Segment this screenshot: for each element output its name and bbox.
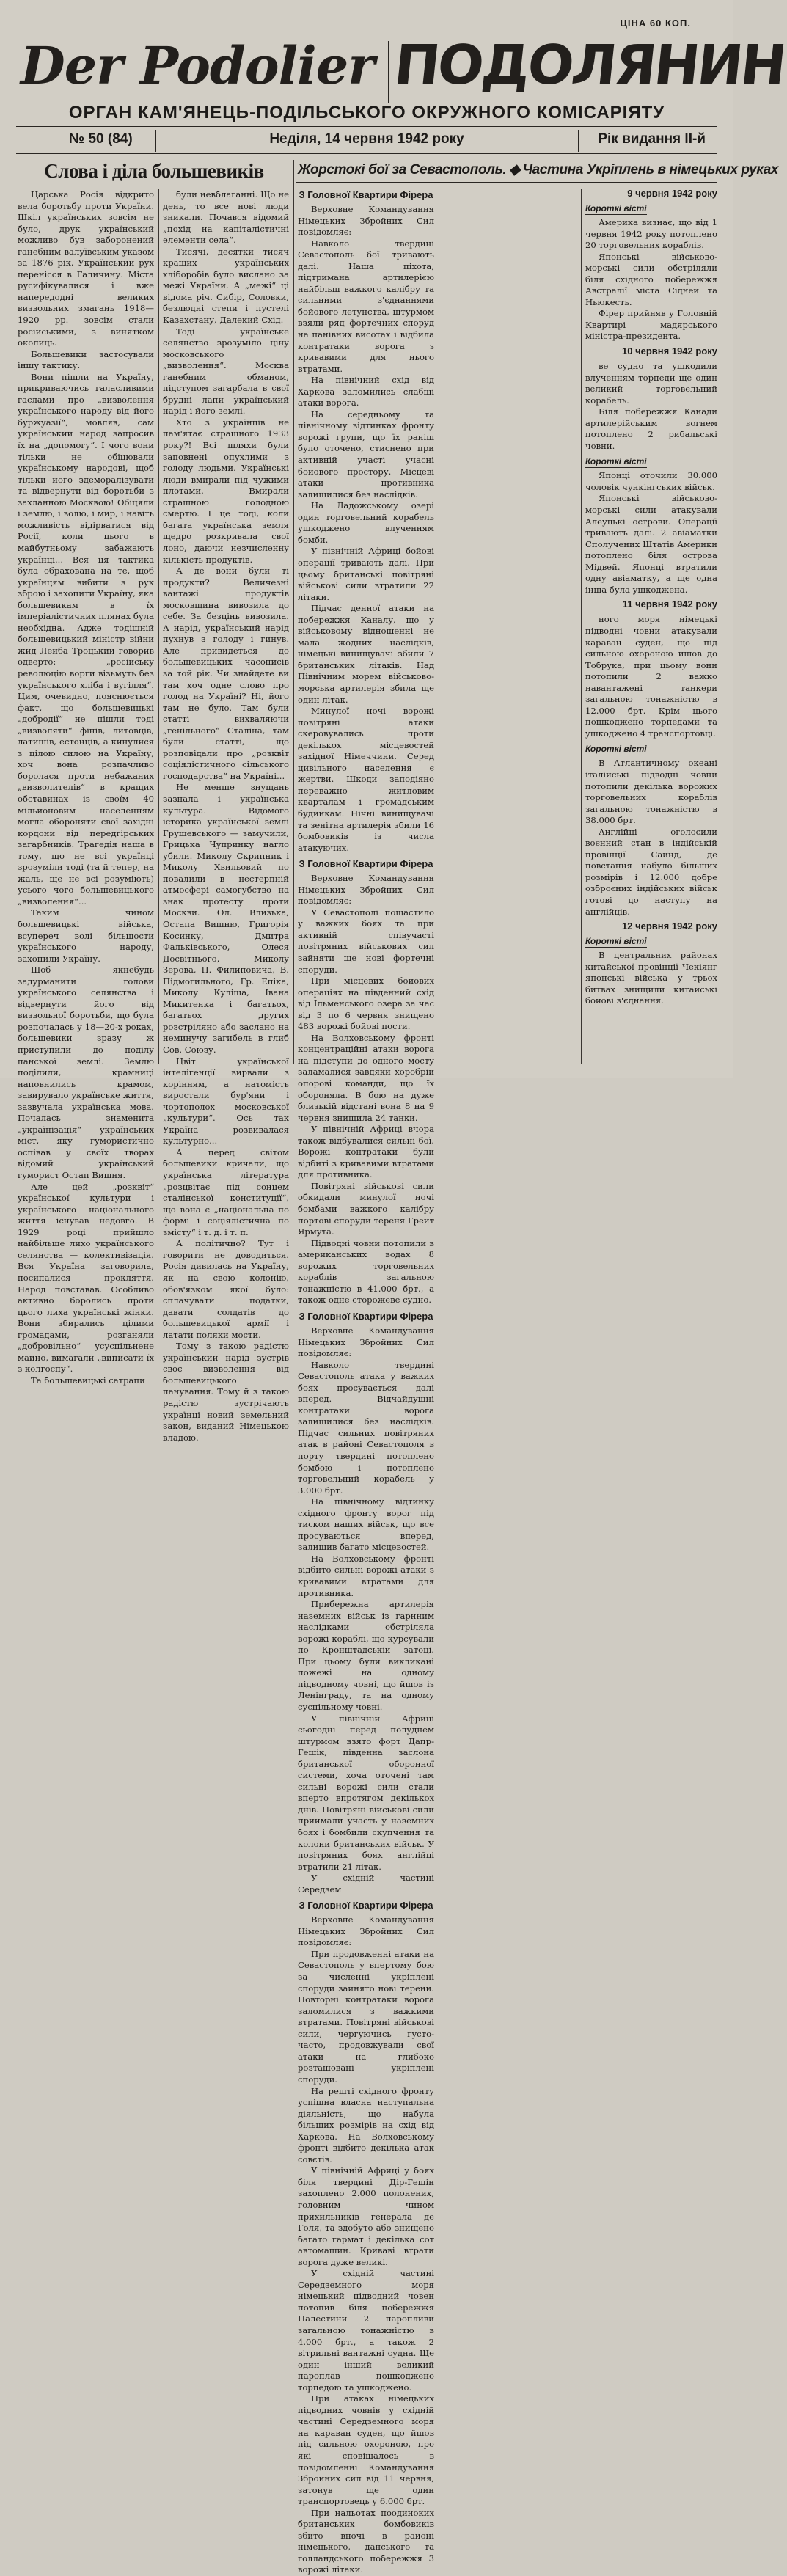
hq-heading: З Головної Квартири Фірера — [299, 189, 433, 200]
paragraph: При нальотах поодиноких британських бомбовиків збито вночі в районі німецького, данського та голландського побережжя 3 ворожі літаки. — [298, 2507, 434, 2575]
bulletin-3 — [298, 1325, 434, 1895]
date-11-text — [585, 614, 717, 739]
paragraph: Навколо твердині Севастополь бої тривають далі. Наша піхота, підтримана артилерією найбільш важкого калібру та сильними з'єднаннями бойового летунства, штурмом взяли ряд фортечних споруд на панівних висотах і відбила контратаки ворога з кривавими для нього втратами. — [298, 238, 434, 374]
paragraph: У північній Африці вчора також відбувалися сильні бої. Ворожі контратаки були відбиті з кривавими втратами для противника. — [298, 1124, 434, 1180]
paragraph: У Севастополі пощастило у важких боях та при активній співучасті повітряних військових сил зайняти ще нові фортечні споруди. — [298, 907, 434, 975]
headline-rule — [296, 182, 717, 183]
paragraph: ного моря німецькі підводні човни атакували караван суден, що під сильною охороною йшов до Тобрука, при цьому вони потопили 2 важко навантажені танкери загальною тонажністю в 12.000 брт. Крім цього пошкоджено торпедами та ушкоджено 4 транспортовці. — [585, 614, 717, 739]
bulletin-4 — [298, 1914, 434, 2576]
paragraph: При атаках німецьких підводних човнів у східній частині Середземного моря на караван суден, що йшов під сильною охороною, про які сповіщалось в повідомленні Командування Збройних сил від 11 червня, затонув ще один транспортовець у 6.000 брт. — [298, 2393, 434, 2507]
paragraph: Таким чином большевицькі війська, всупереч волі більшости українського народу, захопили Україну. — [18, 907, 154, 964]
price-label: ЦІНА 60 КОП. — [620, 18, 691, 29]
war-news-headline — [298, 161, 779, 178]
short-news-label: Короткі вісті — [585, 744, 647, 755]
issue-info-bar — [16, 126, 717, 155]
paragraph: Фірер прийняв у Головній Квартирі мадярського міністра-президента. — [585, 308, 717, 342]
paragraph: Повітряні військові сили обкидали минулої ночі бомбами важкого калібру портові споруди тереня Грейт Ярмута. — [298, 1180, 434, 1237]
paragraph: А перед світом большевики кричали, що українська література „розцвітає під сонцем сталінської конституції“, що вона є „національна по формі і соціялістична по змісту“ і т. д. і т. п. — [163, 1146, 289, 1237]
paragraph: В центральних районах китайської провінції Чекіянг японські війська у трьох битвах знищили китайські бойові з'єднання. — [585, 950, 717, 1006]
paragraph: При продовженні атаки на Севастополь у впертому бою за численні укріплені споруди зайнято нові терени. Повторні контратаки ворога заломилися з важкими втратами. Повітряні військові сили, чергуючись густо-часто, продовжували свої атаки на глибоко розташовані укріплені споруди. — [298, 1948, 434, 2085]
short-news-4 — [585, 950, 717, 1007]
paragraph: Верховне Командування Німецьких Збройних Сил повідомляє: — [298, 204, 434, 238]
paragraph: Підводні човни потопили в американських водах 8 ворожих торговельних кораблів загальною тонажністю в 41.000 брт., а також одне сторожеве судно. — [298, 1237, 434, 1306]
short-news-label: Короткі вісті — [585, 203, 647, 213]
paragraph: Прибережна артилерія наземних військ із гарнним наслідками обстріляла ворожі кораблі, що курсували по Кронштадській затоці. При цьому були викликані пожежі на одному підводному човні, що йшов із Ленінграду, та на одному суспільному човні. — [298, 1599, 434, 1712]
paragraph: На північний схід від Харкова заломились слабші атаки ворога. — [298, 375, 434, 409]
paragraph: Вони пішли на Україну, прикриваючись галасливими гаслами про „визволення українського народу від його буржуазії“, мовляв, сам український народ запросив їх на „допомогу“. І чого вони тільки не обіцювали українському народові, щоб тільки його здеморалізувати та відвернути від боротьби з захланною Москвою! Обіцяли і землю, і волю, і мир, і навіть можливість відірватися від Росії, коли цього в майбутньому забажають українці... Вся ця тактика була обрахована на те, щоб українцям вибити з рук зброю і захопити Україну, яка большевикам в їх імперіалістичних плянах була необхідна. Адже тодішній большевицький міністр війни жид Лейба Троцький говорив одверто: „російську революцію ворги візьмуть без українського хліба і вугілля“. Цим, очевидно, пояснюється факт, що большевицькі „добродії“ не пішли тоді „визволяти“ фінів, литовців, латишів, естонців, а кинулися з цілою силою на Україну, хоч вона розпачливо боролася проти небажаних „визволителів“ в кращих обставинах із своїм 40 мільйоновим населенням могла обороняти свої західні кордони від передгірських загарбників. Трагедія наша в тому, що не всі українці зрозуміли тоді (та й тепер, на жаль, ще не всі розуміють) усього чого большевицького „визволення“... — [18, 371, 154, 907]
paragraph: На решті східного фронту успішна власна наступальна діяльність, що набула більших розмірів на схід від Харкова. На Волховському фронті відбито декілька атак совєтів. — [298, 2085, 434, 2165]
paragraph: Тисячі, десятки тисяч кращих українських хліборобів було вислано за межі України. А „межі“ ці відома річ. Сибір, Соловки, безлюдні степи і пустелі Казахстану, Далекий Схід. — [163, 246, 289, 326]
section-divider — [293, 160, 294, 1064]
paragraph: Японські військово-морські сили обстріляли біля східного побережжя Австралії міста Сідней та Ньюкесть. — [585, 251, 717, 307]
date-heading: 11 червня 1942 року — [622, 599, 717, 610]
masthead — [16, 34, 787, 104]
paragraph: Біля побережжя Канади артилерійським вогнем потоплено 2 рибальські човни. — [585, 406, 717, 451]
paragraph: Верховне Командування Німецьких Збройних Сил повідомляє: — [298, 1325, 434, 1359]
war-news-headline-b: Частина Укріплень в німецьких руках — [522, 162, 779, 178]
paragraph: Англійці оголосили воєнний стан в індійській провінції Сайнд, де повстання набуло більших розмірів і 12.000 добре озброєних індійських військ готові до наступу на англійців. — [585, 826, 717, 917]
paragraph: Та большевицькі сатрапи — [31, 1375, 145, 1386]
short-news-1 — [585, 217, 717, 343]
publication-year: Рік видання II-й — [598, 131, 706, 147]
paragraph: Большевики застосували іншу тактику. — [18, 348, 154, 371]
paragraph: На середньому та північному відтинках фронту ворожі групи, що їх раніш було оточено, стиснено при активній участі учасні бойового простору. Місцеві атаки противника залишилися без наслідків. — [298, 409, 434, 500]
paragraph: Америка визнає, що від 1 червня 1942 року потоплено 20 торговельних кораблів. — [585, 217, 717, 251]
paragraph: Тоді українське селянство зрозуміло ціну московського „визволення“. Москва ганебним обманом, підступом загарбала в свої брудні лапи український нарід і його землі. — [163, 326, 289, 417]
paragraph: Японські військово-морські сили атакували Алеуцькі острови. Операції тривають далі. 2 авіаматки Сполучених Штатів Америки потоплено біля острова Мідвей. Японці втратили одну авіаматку, а ще одна інша була ушкоджена. — [585, 493, 717, 595]
war-news-column-c — [585, 185, 717, 1062]
masthead-subtitle: ОРГАН КАМ'ЯНЕЦЬ-ПОДІЛЬСЬКОГО ОКРУЖНОГО КОМІСАРІЯТУ — [68, 103, 665, 122]
paragraph: Підчас денної атаки на побережжя Каналу, що у військовому відношенні не мала жодних наслідків, німецькі винищувачі збили 7 британських літаків. Над Північним морем військово-морська артилерія збила ще один літак. — [298, 603, 434, 705]
masthead-divider — [388, 41, 389, 103]
diamond-icon: ◆ — [509, 162, 520, 178]
short-news-3 — [585, 758, 717, 918]
masthead-title-german: Der Podolier — [21, 35, 375, 96]
paragraph: На північному відтинку східного фронту ворог під тиском наших військ, що все просуваються вперед, залишив багато місцевостей. — [298, 1496, 434, 1553]
paragraph: Верховне Командування Німецьких Збройних Сил повідомляє: — [298, 1914, 434, 1948]
war-news-column-a — [298, 185, 434, 2575]
date-heading: 9 червня 1942 року — [627, 188, 717, 199]
paragraph: На Волховському фронті концентраційні атаки ворога на підступи до одного мосту заламалися завдяки хоробрій опорові команди, що їх обороняла. В бою на дуже близькій відстані вона 8 на 9 червня знищила 24 танки. — [298, 1032, 434, 1123]
masthead-title-ukrainian: ПОДОЛЯНИН — [391, 34, 787, 97]
hq-heading: З Головної Квартири Фірера — [299, 1900, 433, 1911]
info-divider — [578, 130, 579, 152]
paragraph: Не менше знущань зазнала і українська культура. Відомого історика української землі Грушевського — замучили, Грицька Чупринку нагло убили. Миколу Скрипник і Миколу Хвильовий по повалили в нестерпній атмосфері самогубство на знак протесту проти Москви. Ол. Влизька, Остапа Вишню, Григорія Косинку, Дмитра Фальківського, Олеся Досвітнього, Миколу Зерова, П. Филиповича, В. Підмогильного, Гр. Епіка, Миколу Куліша, Івана Микитенка і багатьох, багатьох других розстріляно або заслано на неминучу загибель в глиб Сов. Союзу. — [163, 782, 289, 1055]
paragraph: були невблаганні. Що не день, то все нові люди зникали. Почався відомий „похід на капіталістичні елементи села“. — [163, 189, 289, 246]
paragraph: При місцевих бойових операціях на південний схід від Ільменського озера за час від 3 по 6 червня знищено 483 ворожі бойові пости. — [298, 976, 434, 1032]
date-heading: 10 червня 1942 року — [622, 345, 717, 357]
bulletin-1 — [298, 204, 434, 854]
paragraph: Минулої ночі ворожі повітряні атаки скеровувались проти декількох місцевостей західної Німеччини. Серед цивільного населення є жертви. Шкоди заподіяно переважно житловим кварталам і громадським будинкам. Нічні винищувачі та зенітна артилерія збили 16 бомбовиків із числа атакуючих. — [298, 706, 434, 853]
paragraph: ве судно та ушкодили влученням торпеди ще один великий торговельний корабель. — [585, 361, 717, 406]
issue-number: № 50 (84) — [69, 131, 133, 147]
paragraph: Японці оточили 30.000 чоловік чункінгських військ. — [585, 470, 717, 492]
article-headline: Слова і діла большевиків — [44, 160, 264, 182]
hq-heading: З Головної Квартири Фірера — [299, 858, 433, 870]
paragraph: У північній Африці сьогодні перед полуднем штурмом взято форт Дапр-Гешік, південна заслона британської оборонної системи, хоча оточені там сильні ворожі сили стали вперто впротягом декількох днів. Повітряні військові сили приймали участь у наземних боях і бомбили скупчення та колони британських військ. У повітряних боях англійці втратили 21 літак. — [298, 1713, 434, 1872]
issue-date: Неділя, 14 червня 1942 року — [269, 131, 464, 147]
paragraph: А політично? Тут і говорити не доводиться. Росія дивилась на Україну, як на свою колонію, обов'язком якої було: сплачувати податки, давати солдатів до большевицької армії і латати поляки мости. — [163, 1238, 289, 1340]
date-heading: 12 червня 1942 року — [622, 921, 717, 932]
article-column-2 — [163, 189, 289, 1443]
short-news-label: Короткі вісті — [585, 456, 647, 467]
short-news-2 — [585, 470, 717, 596]
paragraph: А де вони були ті продукти? Величезні вантажі продуктів московщина вивозила до себе. За безцінь вивозила. А нарід, український нарід пухнув з голоду і гинув. Але привидеться до большевицьких часописів за той рік. Чи знайдете ви там хоч одне слово про голод на Україні? Ні, його там не було. Там були статті вихваляючи „генільного“ Сталіна, там були статті, що розповідали про „розквіт соціялістичного сільського господарства“ на Україні... — [163, 566, 289, 781]
article-column-1 — [18, 189, 154, 1386]
bulletin-2 — [298, 873, 434, 1306]
column-divider — [158, 189, 159, 1064]
paragraph: Верховне Командування Німецьких Збройних Сил повідомляє: — [298, 873, 434, 907]
paragraph: Тому з такою радістю український нарід зустрів своє визволення від большевицького панування. Тому й з такою радістю зустрічають українці новий земельний закон, виданий Німецькою владою. — [163, 1341, 289, 1443]
paragraph: У північній Африці у боях біля твердині Дір-Гешін захоплено 2.000 полонених, головним чином прихильників генерала де Голя, та здобуто або знищено багато гармат і декілька сот автомашин. Криваві втрати ворога дуже великі. — [298, 2165, 434, 2267]
war-news-column-b — [443, 189, 576, 1062]
paragraph: Хто з українців не пам'ятає страшного 1933 року?! Всі шляхи були заповнені опухлими з голоду людьми. Українські люди вмирали під чужими плотами. Вмирали страшною голодною смертю. І це тоді, коли багата українська земля щедро розкривала свої лоно, даючи незчисленну кількість продуктів. — [163, 417, 289, 565]
paragraph: Царська Росія відкрито вела боротьбу проти України. Шкіл українських зовсім не було, друк український можливо був заборонений ганебним валуївським указом за 1876 рік. Український рух перенісся в Галичину. Міста русифікувалися і вже напередодні великих визвольних змагань 1918—1920 рр. зовсім стали російськими, з винятком околиць. — [18, 189, 154, 348]
paragraph: У східній частині Середземного моря німецький підводний човен потопив біля побережжя Палестини 2 паропливи загальною тонажністю в 4.000 брт., а також 2 вітрильні вантажні судна. Ще один інший великий пароплав пошкоджено торпедою та ушкоджено. — [298, 2268, 434, 2393]
paragraph: На Ладожському озері один торговельний корабель ушкоджено влученням бомби. — [298, 500, 434, 545]
paragraph: У північній Африці бойові операції тривають далі. При цьому британські повітряні військові сили втратили 22 літаки. — [298, 546, 434, 602]
hq-heading: З Головної Квартири Фірера — [299, 1310, 433, 1322]
paragraph: Цвіт української інтелігенції вирвали з корінням, а натомість виростали бур'яни і чортополох московської „культури“. Ось так Україна розвивалася культурно... — [163, 1055, 289, 1146]
paragraph: Щоб якнебудь задурманити голови українського селянства і відвернути його від визвольної боротьби, що була розпочалась у 18—20-х роках, большевики зразу ж приступили до поділу панської землі. Землю поділили, крамниці наповнились крамом, завирувало українське життя, зазвучала українська мова. Почалась знаменита „українізація“ українських міст, яку гумористично оспівав у своїх творах відомий український гуморист Остап Вишня. — [18, 965, 154, 1181]
paragraph: Але цей „розквіт“ української культури і українського національного життя існував недовго. В 1929 році прийшло найбільше лихо українського селянства — колективізація. Вся Україна заговорила, посипалися прокляття. Народ повставав. Особливо активно боролись проти цього лиха українські жінки. Вони збирались цілими громадами, розганяли „добровільно“ усуспільнене майно, вимагали „виписати їх з колгоспу“. — [18, 1181, 154, 1375]
column-divider — [581, 189, 582, 1064]
paragraph: На Волховському фронті відбито сильні ворожі атаки з кривавими втратами для противника. — [298, 1553, 434, 1598]
paragraph: У східній частині Середзем — [298, 1873, 434, 1895]
date-10-text — [585, 361, 717, 452]
war-news-headline-a: Жорстокі бої за Севастополь. — [298, 162, 507, 178]
short-news-label: Короткі вісті — [585, 936, 647, 947]
paragraph: Навколо твердині Севастополь атака у важких боях просувається далі вперед. Відчайдушні контратаки ворога залишилися без наслідків. Підчас сильних повітряних атак в районі Севастополя в порту твердині потоплено бомбою і потоплено торговельний корабель у 3.000 брт. — [298, 1359, 434, 1496]
paragraph: В Атлантичному океані італійські підводні човни потопили декілька ворожих торговельних кораблів загальною тонажністю в 38.000 брт. — [585, 758, 717, 826]
